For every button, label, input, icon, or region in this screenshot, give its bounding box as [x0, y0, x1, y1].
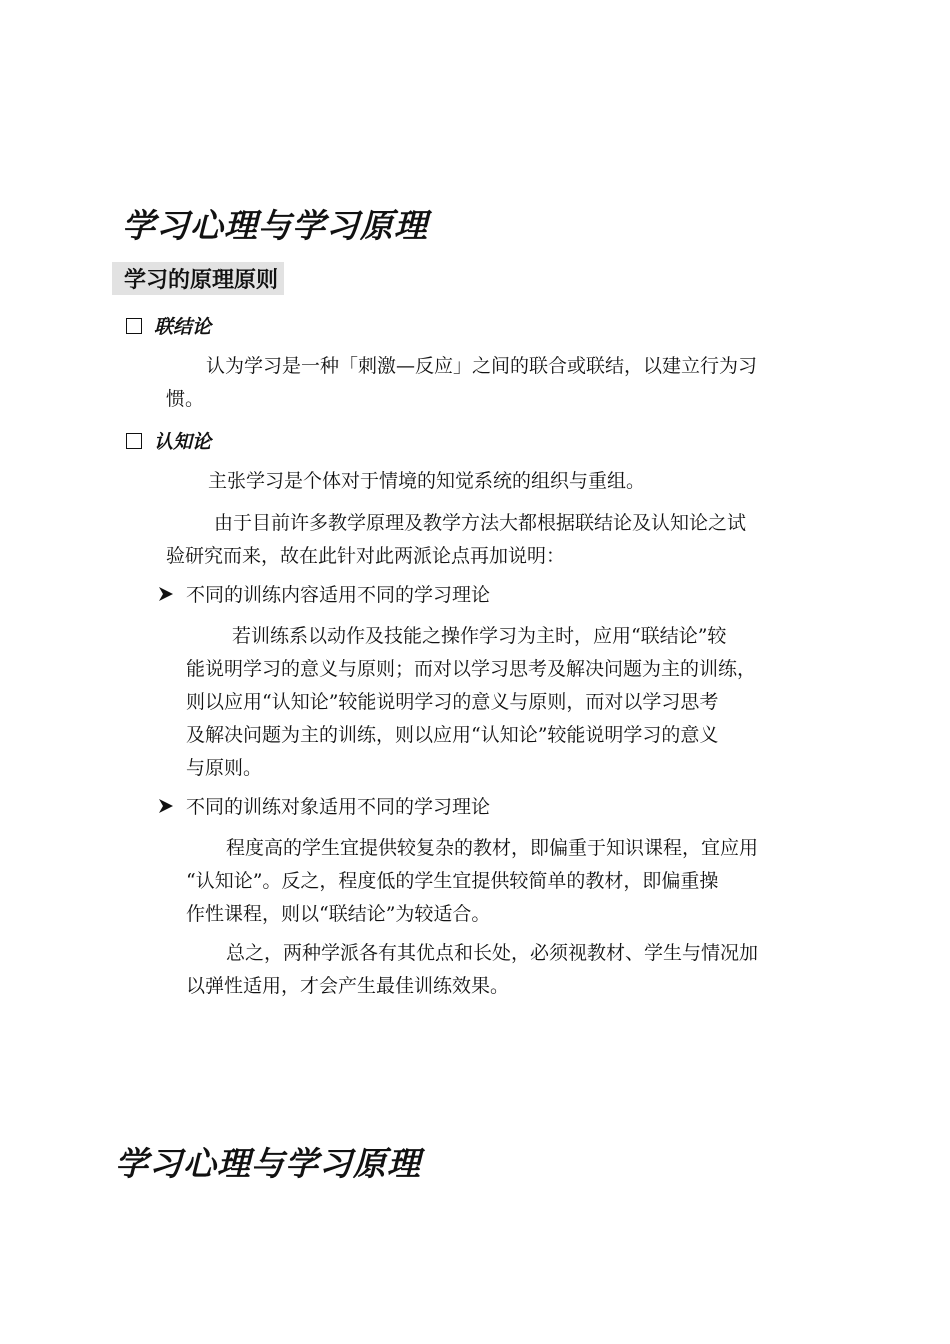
- paragraph-explanation: [166, 507, 746, 573]
- checkbox-square-icon: [126, 318, 142, 334]
- text-line: 能说明学习的意义与原则；而对以学习思考及解决问题为主的训练，: [186, 658, 757, 680]
- subheading-connectionism: [126, 312, 211, 339]
- arrow-bullet-icon: [158, 798, 174, 814]
- text-line: 及解决问题为主的训练，则以应用“认知论”较能说明学习的意义: [186, 724, 719, 746]
- text-line: 则以应用“认知论”较能说明学习的意义与原则，而对以学习思考: [186, 691, 719, 713]
- paragraph-cognitivism: [208, 465, 645, 498]
- text-line: 作性课程，则以“联结论”为较适合。: [186, 903, 491, 925]
- bullet-item-audience: [158, 792, 490, 819]
- bullet-label: 不同的训练内容适用不同的学习理论: [186, 584, 491, 606]
- section-heading: 学习的原理原则: [112, 262, 284, 295]
- text-line: 与原则。: [186, 757, 263, 779]
- text-line: 惯。: [166, 388, 205, 410]
- arrow-bullet-icon: [158, 586, 174, 602]
- bullet-label: 不同的训练对象适用不同的学习理论: [186, 796, 491, 818]
- paragraph-audience: [186, 832, 758, 931]
- text-line: 认为学习是一种「刺激—反应」之间的联合或联结，以建立行为习: [206, 355, 758, 377]
- paragraph-summary: [186, 937, 758, 1003]
- paragraph-connectionism: [166, 350, 757, 416]
- text-line: 程度高的学生宜提供较复杂的教材，即偏重于知识课程，宜应用: [226, 837, 759, 859]
- text-line: 验研究而来，故在此针对此两派论点再加说明：: [166, 545, 566, 567]
- footer-title: 学习心理与学习原理: [115, 1144, 421, 1183]
- subheading-cognitivism: [126, 427, 211, 454]
- page-title: 学习心理与学习原理: [122, 206, 428, 245]
- text-line: 以弹性适用，才会产生最佳训练效果。: [186, 975, 510, 997]
- subheading-label: 认知论: [154, 431, 212, 453]
- text-line: 主张学习是个体对于情境的知觉系统的组织与重组。: [208, 470, 646, 492]
- paragraph-content: [186, 620, 756, 785]
- text-line: 总之，两种学派各有其优点和长处，必须视教材、学生与情况加: [226, 942, 759, 964]
- checkbox-square-icon: [126, 433, 142, 449]
- bullet-item-content: [158, 580, 490, 607]
- text-line: 由于目前许多教学原理及教学方法大都根据联结论及认知论之试: [214, 512, 747, 534]
- text-line: 若训练系以动作及技能之操作学习为主时，应用“联结论”较: [232, 625, 727, 647]
- text-line: “认知论”。反之，程度低的学生宜提供较简单的教材，即偏重操: [186, 870, 719, 892]
- subheading-label: 联结论: [154, 316, 212, 338]
